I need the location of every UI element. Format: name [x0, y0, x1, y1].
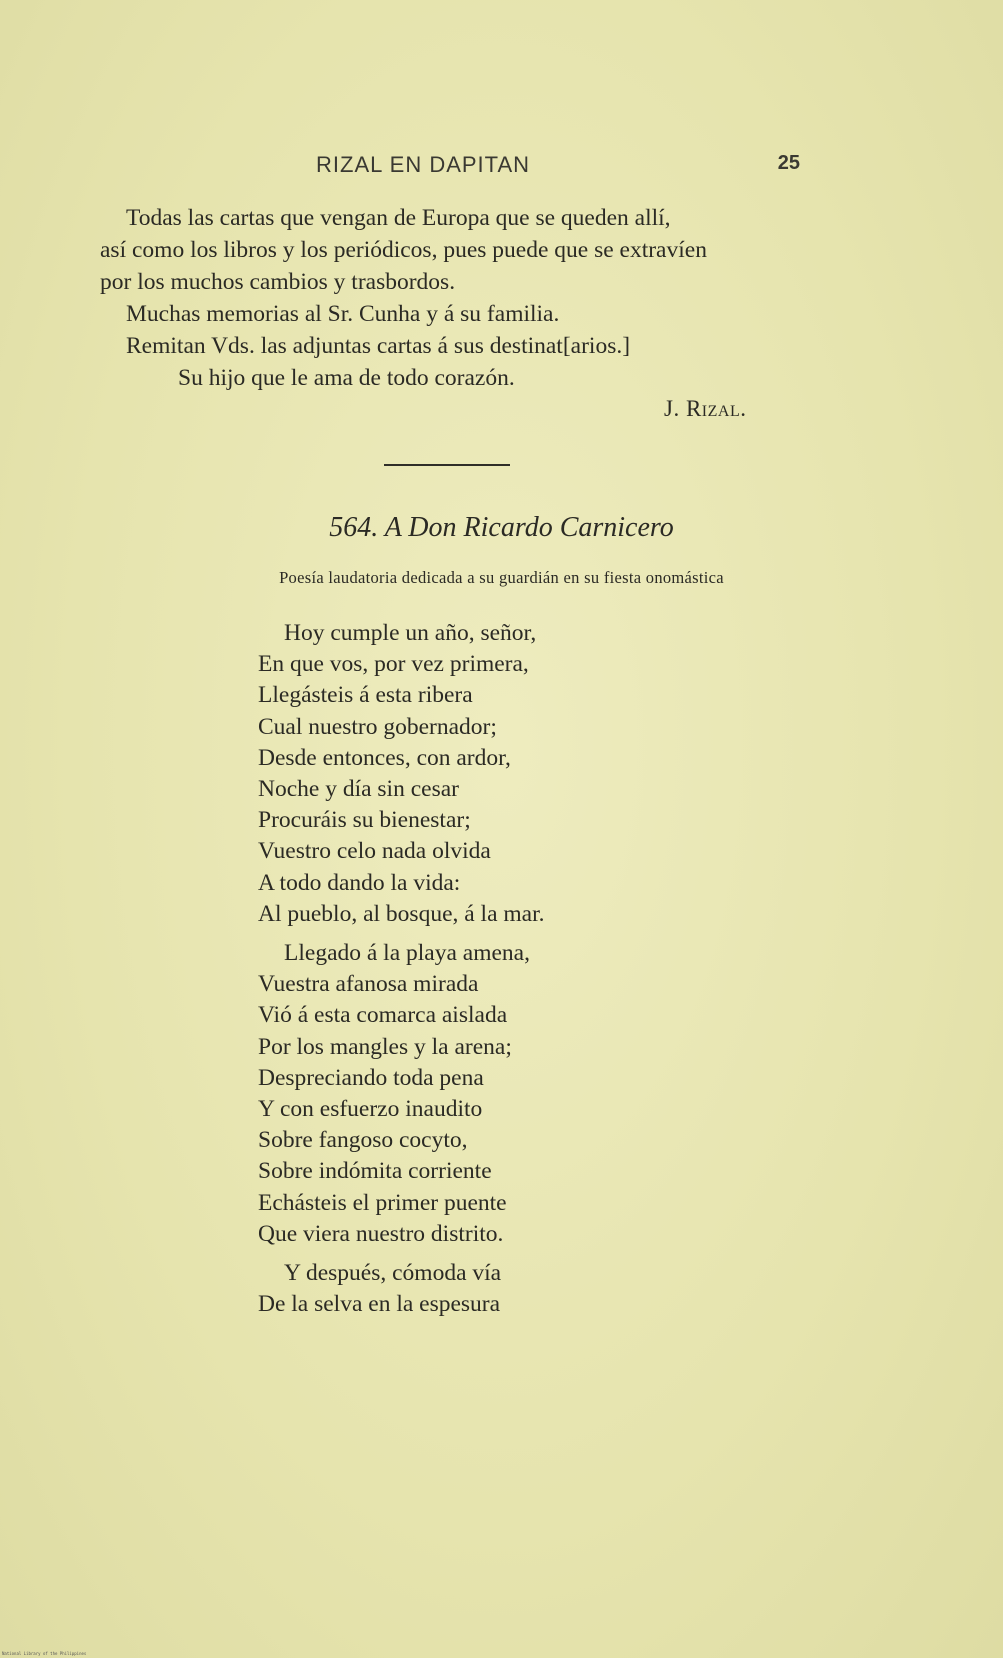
letter-line: por los muchos cambios y trasbordos. [100, 269, 456, 295]
poem-title: 564. A Don Ricardo Carnicero [329, 512, 674, 543]
letter-line: así como los libros y los periódicos, pues puede que se extravíen [100, 237, 707, 263]
poem-line: Hoy cumple un año, señor, [284, 620, 537, 646]
poem-line: A todo dando la vida: [258, 869, 461, 896]
running-head [100, 152, 800, 182]
poem-line: En que vos, por vez primera, [258, 651, 529, 678]
stanza [258, 1258, 818, 1320]
poem-line: Despreciando toda pena [258, 1064, 484, 1091]
signature-initial: J. R [664, 396, 702, 421]
poem-line: De la selva en la espesura [258, 1291, 501, 1318]
signature [664, 396, 746, 422]
page-number: 25 [777, 152, 800, 174]
stanza [258, 618, 818, 930]
poem-body [258, 618, 818, 1328]
signature-surname: izal. [701, 396, 747, 421]
poem-line: Vuestro celo nada olvida [258, 838, 491, 865]
poem-line: Vuestra afanosa mirada [258, 971, 479, 998]
running-title: RIZAL EN DAPITAN [316, 152, 531, 177]
letter-line: Muchas memorias al Sr. Cunha y á su familia. [126, 301, 560, 327]
letter-text [100, 202, 800, 394]
poem-line: Cual nuestro gobernador; [258, 713, 497, 740]
stanza [258, 938, 818, 1250]
poem-line: Sobre indómita corriente [258, 1158, 492, 1185]
section-divider [384, 464, 510, 466]
poem-line: Que viera nuestro distrito. [258, 1220, 504, 1247]
poem-line: Echásteis el primer puente [258, 1189, 507, 1216]
poem-line: Llegásteis á esta ribera [258, 682, 473, 709]
letter-closing: Su hijo que le ama de todo corazón. [178, 365, 515, 391]
poem-line: Al pueblo, al bosque, á la mar. [258, 900, 545, 927]
poem-line: Procuráis su bienestar; [258, 807, 471, 834]
poem-line: Y con esfuerzo inaudito [258, 1096, 483, 1123]
poem-line: Sobre fangoso cocyto, [258, 1127, 468, 1154]
poem-line: Noche y día sin cesar [258, 776, 459, 803]
poem-subtitle: Poesía laudatoria dedicada a su guardián en su fiesta onomástica [279, 568, 724, 587]
poem-line: Vió á esta comarca aislada [258, 1002, 508, 1029]
library-credit: National Library of the Philippines [2, 1651, 87, 1656]
poem-line: Y después, cómoda vía [284, 1260, 502, 1287]
letter-line: Remitan Vds. las adjuntas cartas á sus destinat[arios.] [126, 333, 631, 359]
letter-line: Todas las cartas que vengan de Europa que se queden allí, [126, 205, 671, 231]
poem-line: Llegado á la playa amena, [284, 940, 530, 967]
poem-line: Por los mangles y la arena; [258, 1033, 512, 1060]
poem-line: Desde entonces, con ardor, [258, 744, 511, 771]
